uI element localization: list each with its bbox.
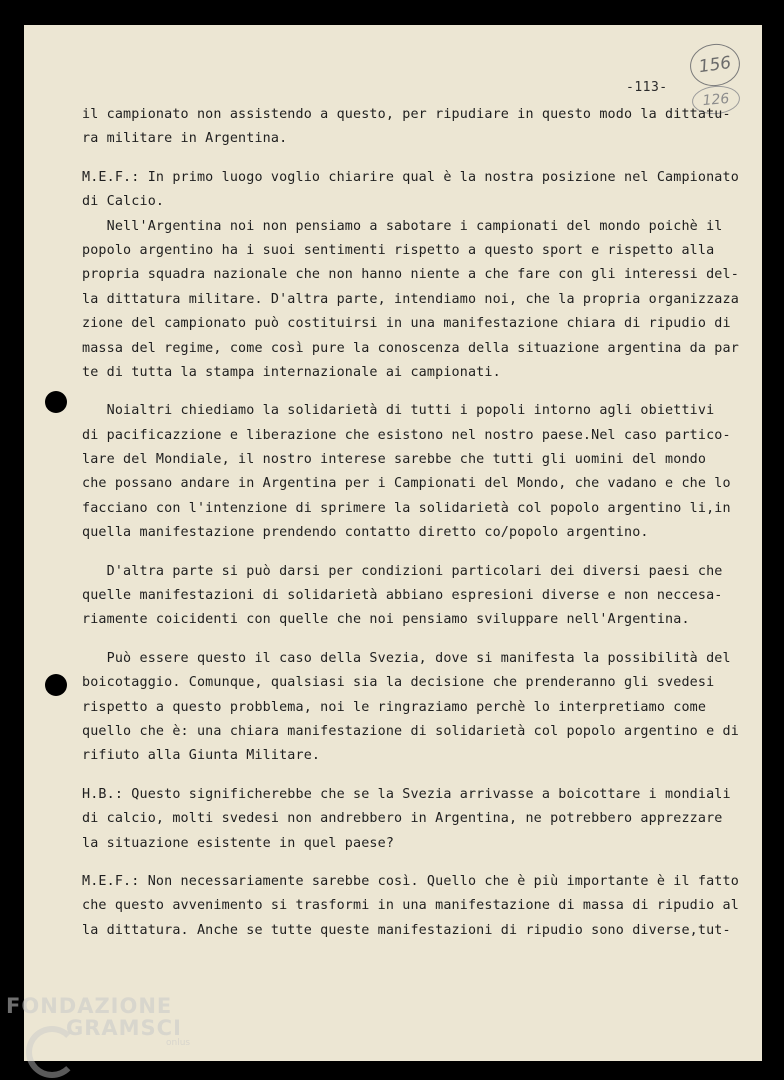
- archive-stamp-old: 126: [691, 84, 741, 116]
- paragraph-gap: [82, 856, 722, 870]
- paragraph-gap: [82, 769, 722, 783]
- paragraph-gap: [82, 633, 722, 647]
- text-line: il campionato non assistendo a questo, per ripudiare in questo modo la dittatu-: [82, 107, 731, 122]
- punch-hole: [45, 391, 67, 413]
- paragraph-gap: [82, 546, 722, 560]
- text-line: boicotaggio. Comunque, qualsiasi sia la decisione che prenderanno gli svedesi: [82, 675, 715, 691]
- text-line: zione del campionato può costituirsi in una manifestazione chiara di ripudio di: [82, 316, 731, 332]
- text-line: massa del regime, come così pure la conoscenza della situazione argentina da par: [82, 340, 739, 356]
- watermark-logo-icon: [26, 1026, 78, 1078]
- text-line: Noialtri chiediamo la solidarietà di tutti i popoli intorno agli obiettivi: [82, 403, 715, 419]
- text-line: propria squadra nazionale che non hanno niente a che fare con gli interessi del-: [82, 267, 739, 283]
- text-line: M.E.F.: Non necessariamente sarebbe così. Quello che è più importante è il fatto: [82, 873, 739, 889]
- text-line: la situazione esistente in quel paese?: [82, 835, 395, 851]
- text-line: lare del Mondiale, il nostro interese sarebbe che tutti gli uomini del mondo: [82, 452, 707, 468]
- text-line: la dittatura. Anche se tutte queste manifestazioni di ripudio sono diverse,tut-: [82, 922, 731, 938]
- text-line: che possano andare in Argentina per i Campionati del Mondo, che vadano e che lo: [82, 476, 731, 492]
- text-line: quelle manifestazioni di solidarietà abbiano espresioni diverse e non neccesa-: [82, 588, 723, 604]
- text-line: quello che è: una chiara manifestazione di solidarietà col popolo argentino e di: [82, 723, 739, 739]
- typed-text: [82, 103, 739, 943]
- page-number: -113-: [626, 80, 668, 95]
- text-line: rispetto a questo probblema, noi le ringraziamo perchè lo interpretiamo come: [82, 699, 707, 715]
- watermark-line2: GRAMSCI: [66, 1016, 182, 1040]
- text-line: che questo avvenimento si trasformi in una manifestazione di massa di ripudio al: [82, 898, 739, 914]
- archive-stamp: 156: [687, 41, 742, 90]
- text-line: rifiuto alla Giunta Militare.: [82, 748, 321, 764]
- text-line: ra militare in Argentina.: [82, 131, 288, 147]
- text-line: M.E.F.: In primo luogo voglio chiarire qual è la nostra posizione nel Campionato: [82, 169, 739, 185]
- text-line: Può essere questo il caso della Svezia, dove si manifesta la possibilità del: [82, 650, 731, 666]
- punch-hole: [45, 674, 67, 696]
- text-line: quella manifestazione prendendo contatto diretto co/popolo argentino.: [82, 525, 649, 541]
- text-line: Nell'Argentina noi non pensiamo a sabotare i campionati del mondo poichè il: [82, 218, 723, 234]
- text-line: di pacificazzione e liberazione che esistono nel nostro paese.Nel caso partico-: [82, 427, 731, 443]
- paragraph-gap: [82, 385, 722, 399]
- text-line: D'altra parte si può darsi per condizioni particolari dei diversi paesi che: [82, 563, 723, 579]
- text-line: di calcio, molti svedesi non andrebbero in Argentina, ne potrebbero apprezzare: [82, 811, 723, 827]
- text-line: riamente coicidenti con quelle che noi pensiamo sviluppare nell'Argentina.: [82, 612, 690, 628]
- text-line: di Calcio.: [82, 194, 165, 210]
- text-line: la dittatura militare. D'altra parte, intendiamo noi, che la propria organizzaza: [82, 291, 739, 307]
- watermark-line1: FONDAZIONE: [6, 994, 173, 1018]
- text-line: te di tutta la stampa internazionale ai campionati.: [82, 364, 501, 380]
- watermark-line3: onlus: [166, 1038, 191, 1048]
- text-line: popolo argentino ha i suoi sentimenti rispetto a questo sport e rispetto alla: [82, 242, 715, 258]
- text-line: H.B.: Questo significherebbe che se la Svezia arrivasse a boicottare i mondiali: [82, 786, 731, 802]
- text-line: facciano con l'intenzione di sprimere la solidarietà col popolo argentino li,in: [82, 500, 731, 516]
- paragraph-gap: [82, 152, 722, 166]
